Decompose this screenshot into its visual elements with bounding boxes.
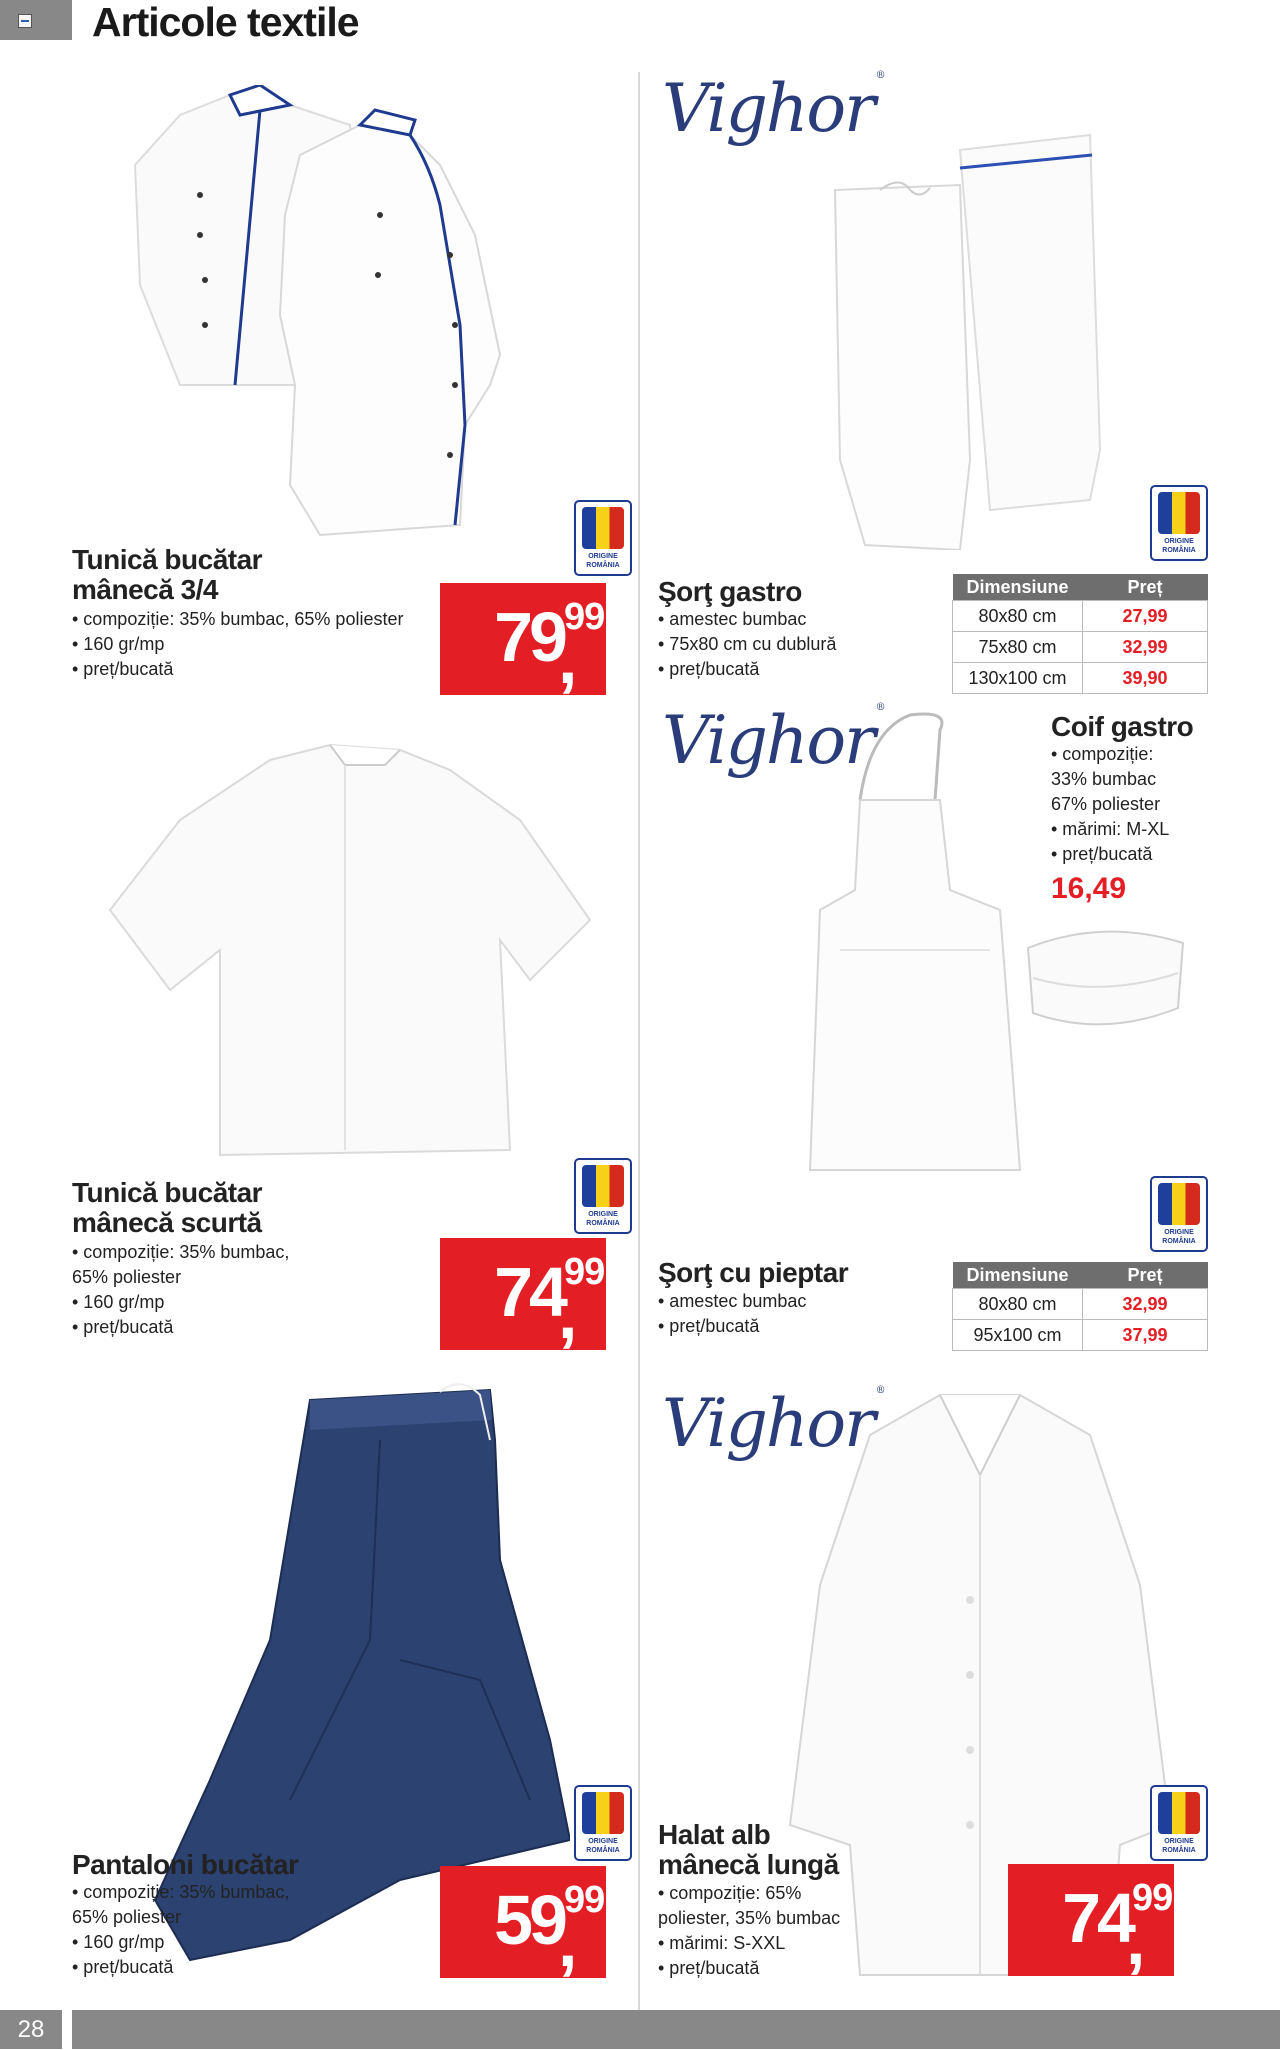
product-title: Coif gastro [1051, 711, 1194, 742]
chef-jacket-long-sleeve-image [120, 85, 580, 555]
table-row: 80x80 cm 27,99 [953, 601, 1208, 632]
vighor-logo: Vighor ® [662, 1385, 884, 1462]
vighor-logo: Vighor ® [662, 702, 884, 779]
price-badge: 74 , 99 [1008, 1864, 1174, 1976]
romania-map-icon [582, 1165, 624, 1207]
product-description: • compoziție: 33% bumbac 67% poliester • mărimi: M-XL • preț/bucată [1051, 744, 1170, 864]
table-row: 95x100 cm 37,99 [953, 1320, 1208, 1351]
product-title: Tunică bucătar mânecă scurtă [72, 1177, 263, 1238]
product-description: • amestec bumbac • preț/bucată [658, 1291, 807, 1336]
chef-hat-image [1018, 918, 1188, 1038]
product-description: • compoziție: 65% poliester, 35% bumbac • mărimi: S-XXL • preț/bucată [658, 1883, 841, 1978]
vighor-logo: Vighor ® [662, 70, 884, 147]
chef-jacket-short-sleeve-image [100, 740, 600, 1160]
product-description: • compoziție: 35% bumbac, 65% poliester • 160 gr/mp • preț/bucată [72, 609, 404, 679]
romania-map-icon [582, 507, 624, 549]
table-row: 80x80 cm 32,99 [953, 1289, 1208, 1320]
page-title: Articole textile [92, 0, 359, 45]
price-badge: 74 , 99 [440, 1238, 606, 1350]
origin-romania-badge: ORIGINE ROMÂNIA [574, 1158, 632, 1234]
origin-romania-badge: ORIGINE ROMÂNIA [1150, 1176, 1208, 1252]
origin-romania-badge: ORIGINE ROMÂNIA [1150, 1785, 1208, 1861]
romania-map-icon [582, 1792, 624, 1834]
table-row: 75x80 cm 32,99 [953, 632, 1208, 663]
product-title: Halat alb mânecă lungă [658, 1819, 839, 1880]
origin-romania-badge: ORIGINE ROMÂNIA [574, 500, 632, 576]
size-price-table: Dimensiune Preț 80x80 cm 32,99 95x100 cm 37,99 [952, 1262, 1208, 1351]
product-title: Şorţ gastro [658, 576, 802, 607]
price-badge: 79 , 99 [440, 583, 606, 695]
size-price-table: Dimensiune Preț 80x80 cm 27,99 75x80 cm 32,99 130x100 cm 39,90 [952, 574, 1208, 694]
product-description: • amestec bumbac • 75x80 cm cu dublură • preț/bucată [658, 609, 837, 679]
table-row: 130x100 cm 39,90 [953, 663, 1208, 694]
apron-bib-image [800, 710, 1030, 1190]
origin-romania-badge: ORIGINE ROMÂNIA [574, 1785, 632, 1861]
flag-icon [18, 14, 32, 28]
apron-long-image [820, 130, 1120, 550]
product-description: • compoziție: 35% bumbac, 65% poliester • 160 gr/mp • preț/bucată [72, 1242, 290, 1337]
romania-map-icon [1158, 1183, 1200, 1225]
product-title: Şorţ cu pieptar [658, 1257, 849, 1288]
page-number: 28 [0, 2010, 62, 2049]
product-description: • compoziție: 35% bumbac, 65% poliester • 160 gr/mp • preț/bucată [72, 1882, 290, 1977]
product-title: Tunică bucătar mânecă 3/4 [72, 544, 263, 605]
header-tab [0, 0, 72, 40]
price-text: 16,49 [1051, 872, 1127, 905]
romania-map-icon [1158, 1792, 1200, 1834]
romania-map-icon [1158, 492, 1200, 534]
product-title: Pantaloni bucătar [72, 1849, 299, 1880]
price-badge: 59 , 99 [440, 1866, 606, 1978]
footer-bar [72, 2010, 1280, 2049]
origin-romania-badge: ORIGINE ROMÂNIA [1150, 485, 1208, 561]
column-divider [638, 72, 640, 2042]
